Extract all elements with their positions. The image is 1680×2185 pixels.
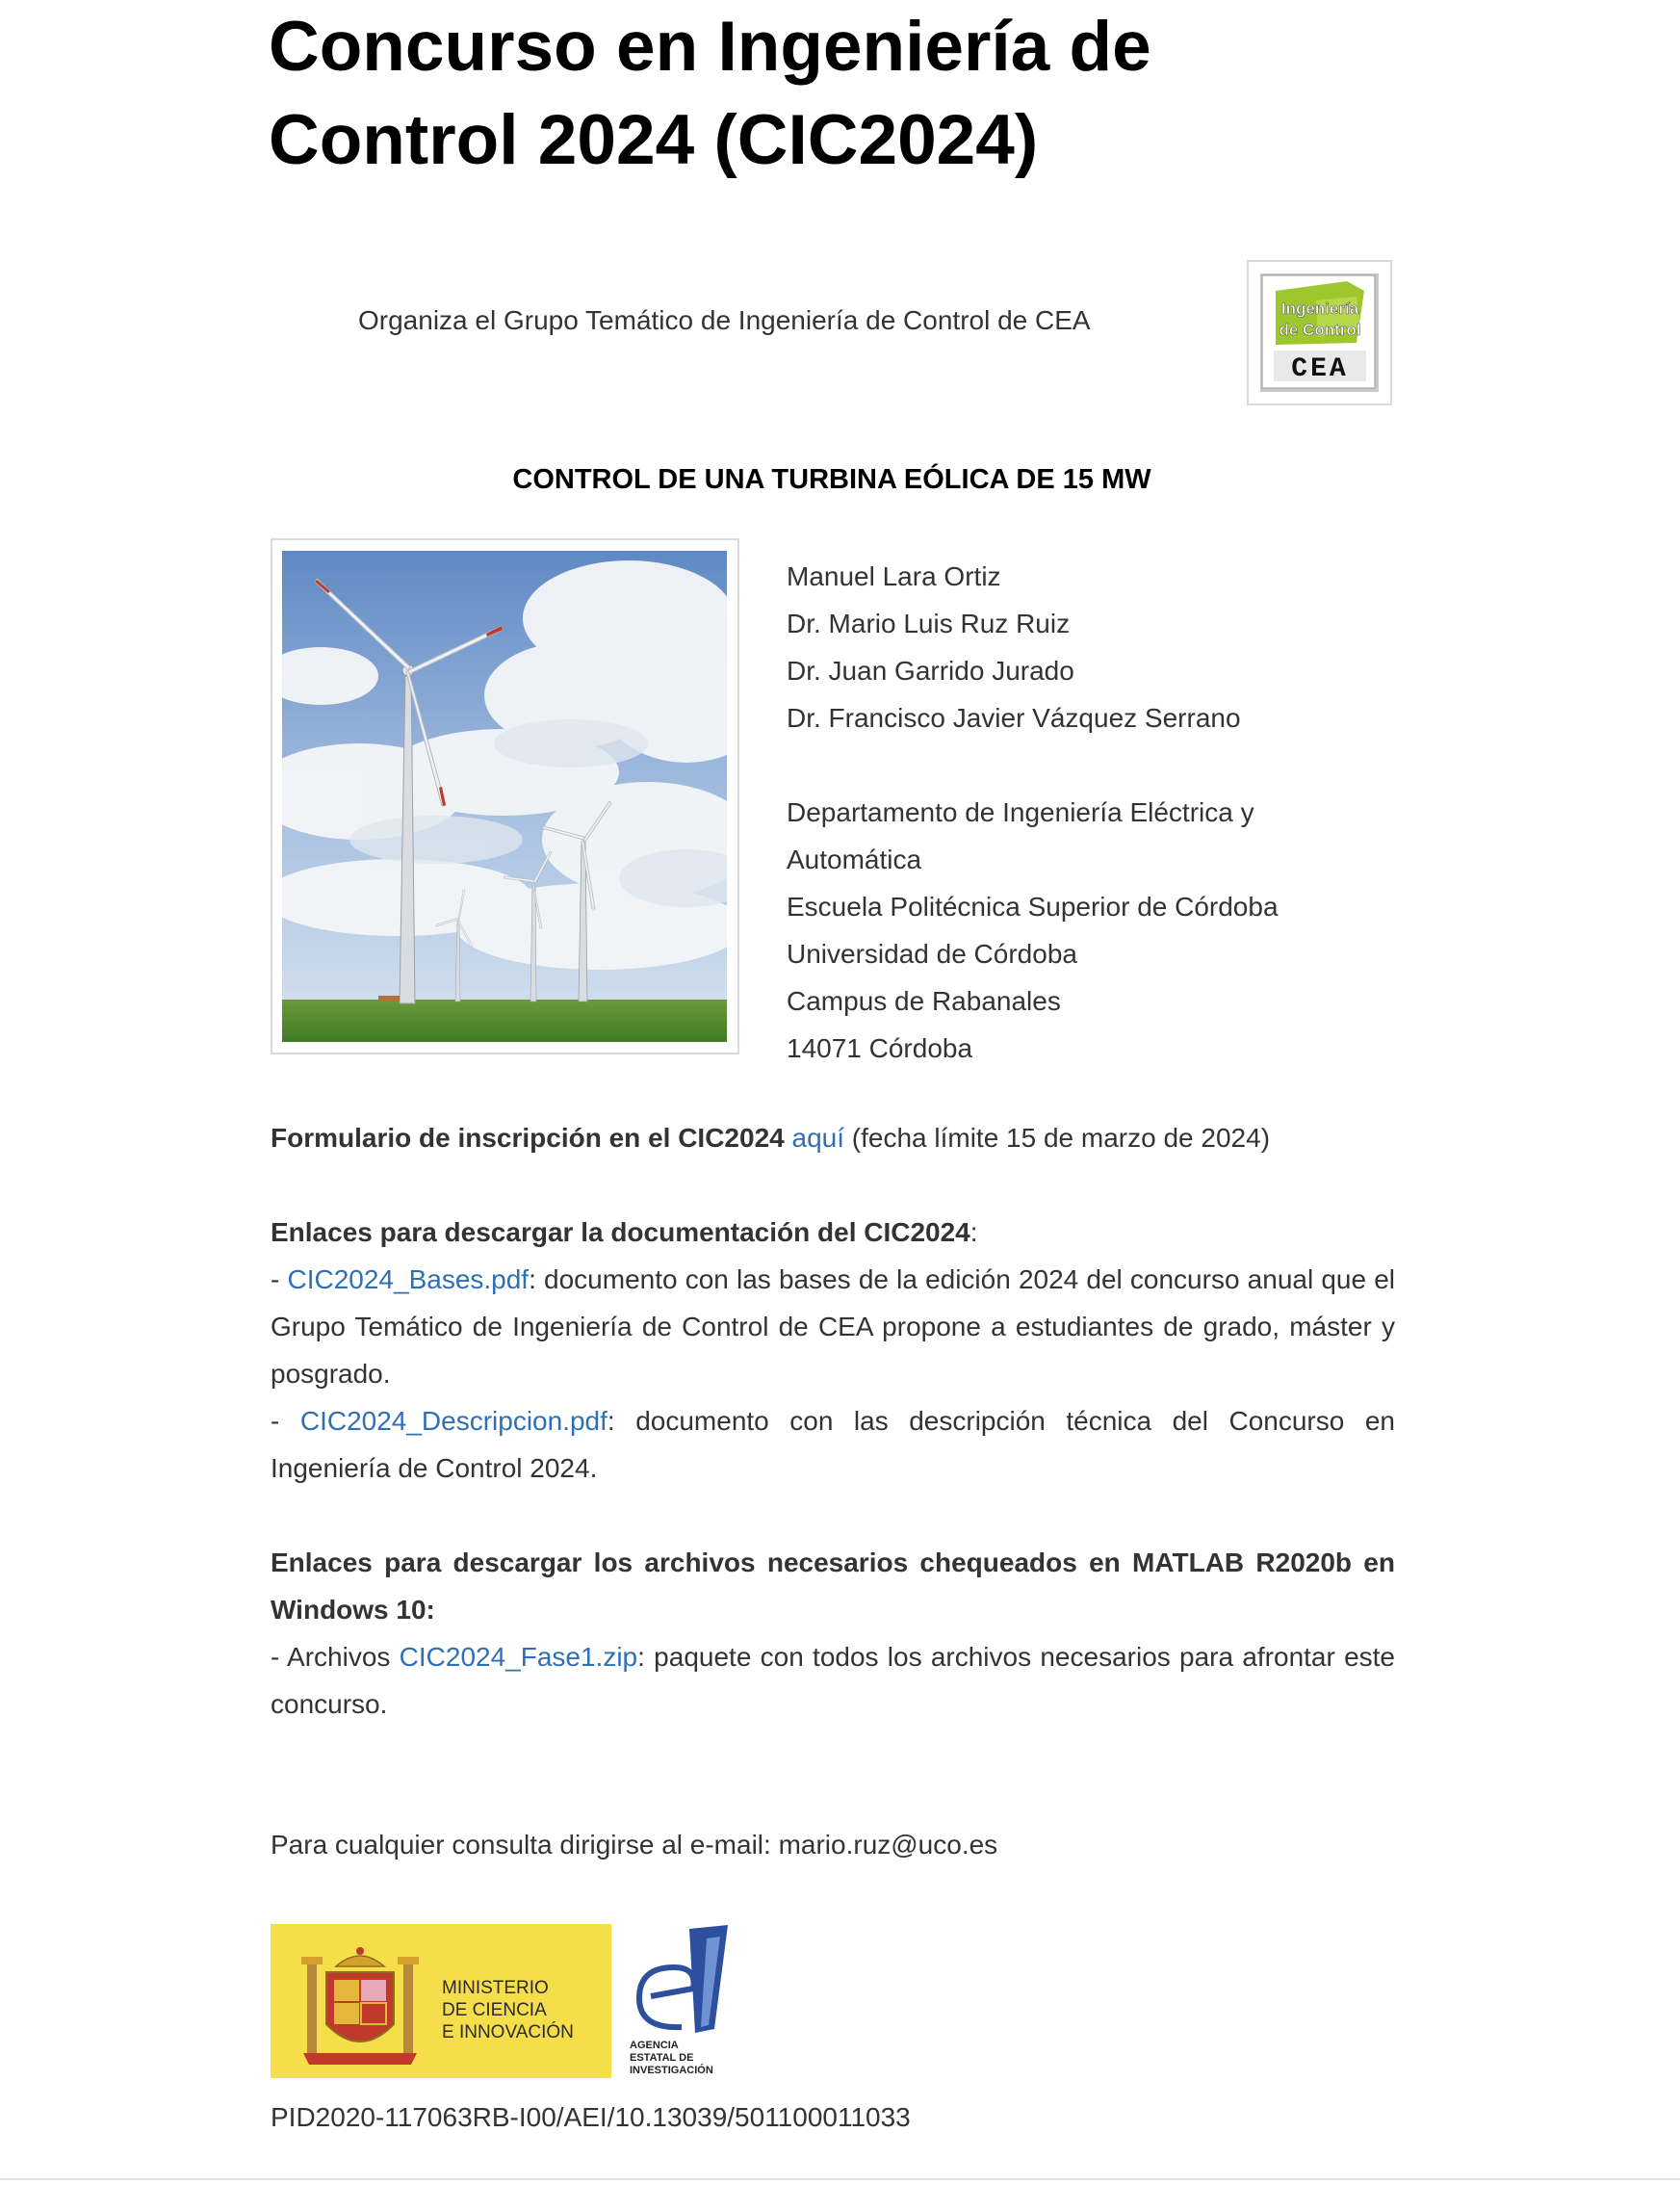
cea-logo-icon — [1247, 260, 1392, 405]
author-name: Dr. Francisco Javier Vázquez Serrano — [787, 703, 1241, 733]
section-heading: CONTROL DE UNA TURBINA EÓLICA DE 15 MW — [512, 464, 1151, 495]
bullet: - — [271, 1406, 300, 1436]
author-name: Dr. Mario Luis Ruz Ruiz — [787, 609, 1071, 638]
address-line: Departamento de Ingeniería Eléctrica y — [787, 797, 1254, 827]
organizer-text: Organiza el Grupo Temático de Ingeniería de Control de CEA — [358, 305, 1091, 335]
author-name: Dr. Juan Garrido Jurado — [787, 656, 1074, 686]
cea-logo-line-1: Ingeniería — [1280, 299, 1359, 318]
ministry-line-1: MINISTERIO — [442, 1978, 549, 1998]
address-line: 14071 Córdoba — [787, 1033, 973, 1063]
files-item — [271, 1633, 1395, 1728]
address-line: Universidad de Córdoba — [787, 939, 1077, 969]
files-prefix: - Archivos — [271, 1642, 400, 1672]
files-heading — [271, 1539, 1395, 1633]
bullet: - — [271, 1264, 288, 1294]
page-title — [269, 0, 1328, 187]
description-pdf-link[interactable]: CIC2024_Descripcion.pdf — [299, 1406, 607, 1436]
project-code: PID2020-117063RB-I00/AEI/10.13039/501100011033 — [271, 2102, 911, 2132]
contact-line: Para cualquier consulta dirigirse al e-mail: mario.ruz@uco.es — [271, 1830, 998, 1860]
ministry-line-2: DE CIENCIA — [442, 2000, 547, 2020]
address-line: Automática — [787, 845, 922, 874]
address-line: Escuela Politécnica Superior de Córdoba — [787, 892, 1279, 922]
documentation-heading-text: Enlaces para descargar la documentación del CIC2024 — [271, 1217, 970, 1247]
author-name: Manuel Lara Ortiz — [787, 561, 1001, 591]
cea-logo-line-2: de Control — [1279, 321, 1361, 339]
bases-description: : documento con las bases de la edición 2024 del concurso anual que el Grupo Temático de Ingeniería de Control de CEA propone a estudiantes de grado, máster y posgrado. — [271, 1264, 1395, 1389]
wind-turbine-photo — [282, 551, 727, 1042]
page-title-line-2: Control 2024 (CIC2024) — [269, 101, 1039, 179]
documentation-heading-colon: : — [969, 1217, 978, 1247]
aei-line-1: AGENCIA — [630, 2040, 679, 2051]
authors-block — [787, 553, 1403, 1072]
files-heading-text: Enlaces para descargar los archivos necesarios chequeados en MATLAB R2020b en Windows 10: — [271, 1548, 1395, 1625]
registration-label: Formulario de inscripción en el CIC2024 — [271, 1123, 785, 1153]
registration-line — [271, 1114, 1395, 1161]
description-text: : documento con las descripción técnica del Concurso en Ingeniería de Control 2024. — [271, 1406, 1395, 1483]
registration-deadline: (fecha límite 15 de marzo de 2024) — [851, 1123, 1271, 1153]
zip-link[interactable]: CIC2024_Fase1.zip — [399, 1642, 638, 1672]
zip-description: : paquete con todos los archivos necesarios para afrontar este concurso. — [271, 1642, 1395, 1719]
bases-pdf-link[interactable]: CIC2024_Bases.pdf — [287, 1264, 530, 1294]
aei-line-3: INVESTIGACIÓN — [630, 2065, 713, 2076]
page-title-line-1: Concurso en Ingeniería de — [269, 8, 1151, 86]
documentation-heading — [271, 1209, 1395, 1256]
bases-item — [271, 1256, 1395, 1397]
bottom-divider — [0, 2178, 1680, 2180]
aei-line-2: ESTATAL DE — [630, 2052, 694, 2064]
cea-logo-line-3: CEA — [1291, 354, 1349, 384]
main-content — [271, 1114, 1395, 1728]
address-line: Campus de Rabanales — [787, 986, 1061, 1016]
aei-logo-icon — [626, 1921, 741, 2080]
ministry-logo-icon — [271, 1924, 611, 2078]
registration-link[interactable]: aquí — [791, 1123, 844, 1153]
description-item — [271, 1397, 1395, 1492]
ministry-line-3: E INNOVACIÓN — [442, 2022, 574, 2042]
